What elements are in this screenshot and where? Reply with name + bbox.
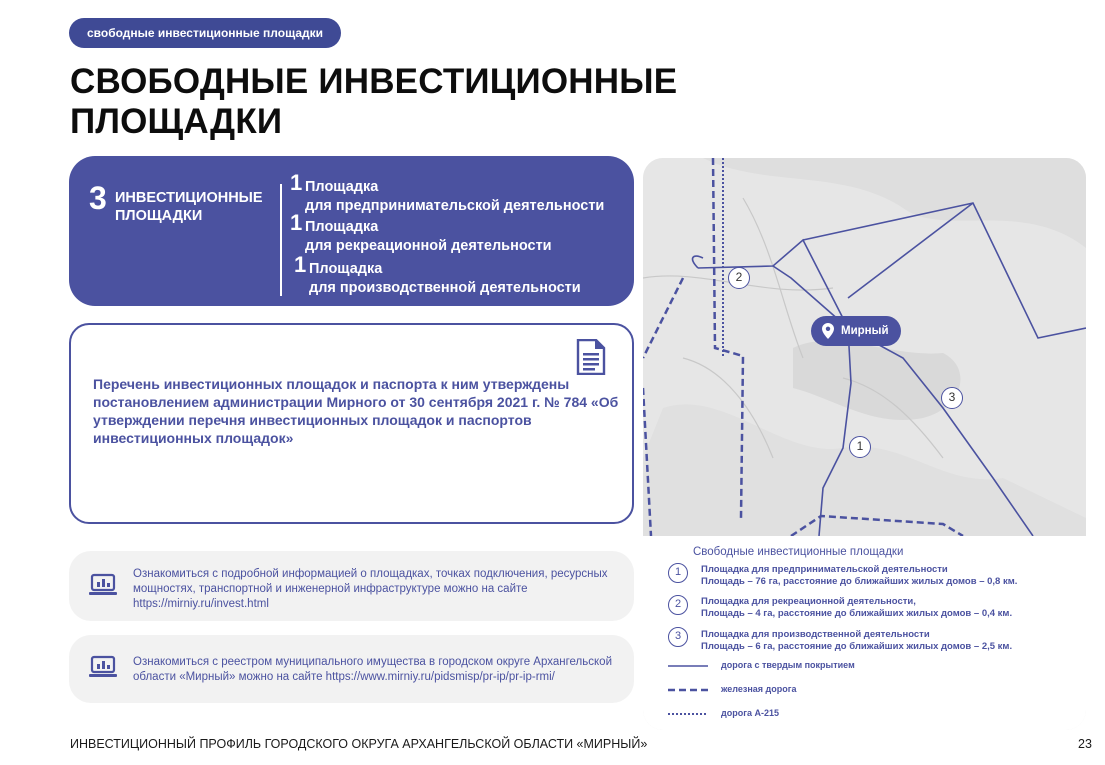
stats-item-sub: для производственной деятельности [309, 280, 581, 296]
stats-divider [280, 184, 282, 296]
map-drawing [643, 158, 1086, 536]
footer-text: ИНВЕСТИЦИОННЫЙ ПРОФИЛЬ ГОРОДСКОГО ОКРУГА АРХАНГЕЛЬСКОЙ ОБЛАСТИ «МИРНЫЙ» [70, 737, 648, 751]
city-label-text: Мирный [841, 325, 889, 337]
info-card [69, 551, 634, 621]
laptop-icon [88, 655, 118, 681]
legend-site-line2: Площадь – 76 га, расстояние до ближайших жилых домов – 0,8 км. [701, 576, 1018, 587]
document-icon [576, 339, 606, 375]
map-card [643, 158, 1086, 730]
stats-label [115, 189, 263, 225]
legend-site-num: 3 [668, 627, 688, 647]
legend-line-solid [668, 663, 708, 669]
legend-line-label: железная дорога [721, 684, 797, 694]
city-label[interactable] [811, 316, 901, 346]
stats-item-sub: для предпринимательской деятельности [305, 198, 605, 214]
legend-site-line2: Площадь – 4 га, расстояние до ближайших жилых домов – 0,4 км. [701, 608, 1013, 619]
legend-site [701, 596, 1012, 620]
stats-card [69, 156, 634, 306]
laptop-icon [88, 573, 118, 599]
legend-line-label: дорога с твердым покрытием [721, 660, 855, 670]
map-marker-3[interactable]: 3 [941, 387, 963, 409]
legend-site [701, 629, 1012, 653]
legend-site-line1: Площадка для рекреационной деятельности, [701, 596, 916, 607]
legend-line-label: дорога А-215 [721, 708, 779, 718]
stats-item-num: 1 [290, 170, 303, 195]
stats-item-num: 1 [294, 252, 307, 277]
legend-site-line1: Площадка для предпринимательской деятельности [701, 564, 948, 575]
legend-title: Свободные инвестиционные площадки [693, 546, 904, 558]
page-number: 23 [1078, 737, 1092, 751]
stats-item-title: Площадка [305, 179, 379, 195]
stats-item-num: 1 [290, 210, 303, 235]
stats-item-sub: для рекреационной деятельности [305, 238, 552, 254]
stats-item-title: Площадка [309, 261, 383, 277]
info-text: Ознакомиться с реестром муниципального имущества в городском округе Архангельской области «Мирный» можно на сайте https://www.mirniy.ru/pidsmisp/pr-ip/pr-ip-rmi/ [133, 656, 612, 683]
decree-card [69, 323, 634, 524]
legend-site-num: 2 [668, 595, 688, 615]
map-area [643, 158, 1086, 536]
page-title: СВОБОДНЫЕ ИНВЕСТИЦИОННЫЕ ПЛОЩАДКИ [70, 62, 678, 141]
legend-site [701, 564, 1017, 588]
stats-label-line2: ПЛОЩАДКИ [115, 208, 203, 224]
map-marker-2[interactable]: 2 [728, 267, 750, 289]
info-card [69, 635, 634, 703]
stats-label-line1: ИНВЕСТИЦИОННЫЕ [115, 190, 263, 206]
legend-site-num: 1 [668, 563, 688, 583]
legend-line-dotted [668, 711, 708, 717]
decree-text: Перечень инвестиционных площадок и паспорта к ним утверждены постановлением администрации Мирного от 30 сентября 2021 г. № 784 «Об утверждении перечня инвестиционных площадок и паспортов инвестиционных площадок» [93, 376, 619, 446]
section-tag: свободные инвестиционные площадки [69, 18, 341, 48]
location-pin-icon [822, 323, 834, 339]
legend-site-line2: Площадь – 6 га, расстояние до ближайших жилых домов – 2,5 км. [701, 641, 1013, 652]
map-marker-1[interactable]: 1 [849, 436, 871, 458]
legend-site-line1: Площадка для производственной деятельности [701, 629, 930, 640]
map-legend [643, 536, 1086, 730]
info-text: Ознакомиться с подробной информацией о площадках, точках подключения, ресурсных мощностях, транспортной и инженерной инфраструктуре можно на сайте https://mirniy.ru/invest.html [133, 568, 608, 610]
stats-count: 3 [89, 180, 107, 216]
legend-line-dashed [668, 687, 708, 693]
stats-item-title: Площадка [305, 219, 379, 235]
